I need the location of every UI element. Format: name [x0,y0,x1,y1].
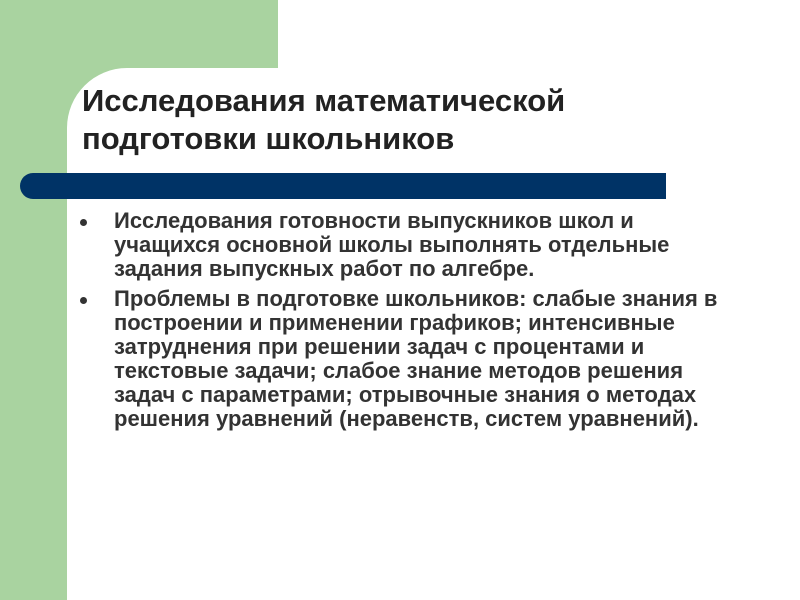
bullet-dot-icon [80,297,87,304]
bullet-text: Исследования готовности выпускников школ и учащихся основной школы выполнять отдельные задания выпускных работ по алгебре. [114,208,670,281]
bullet-list [78,209,738,437]
bullet-dot-icon [80,219,87,226]
bullet-text: Проблемы в подготовке школьников: слабые знания в построении и применении графиков; интенсивные затруднения при решении задач с процентами и текстовые задачи; слабое знание методов решения задач с параметрами; отрывочные знания о методах решения уравнений (неравенств, систем уравнений). [114,286,718,431]
bullet-item-readiness [78,209,738,281]
slide-title: Исследования математической подготовки школьников [82,83,566,156]
bullet-item-problems [78,287,738,431]
title-underline-bar [20,173,666,199]
